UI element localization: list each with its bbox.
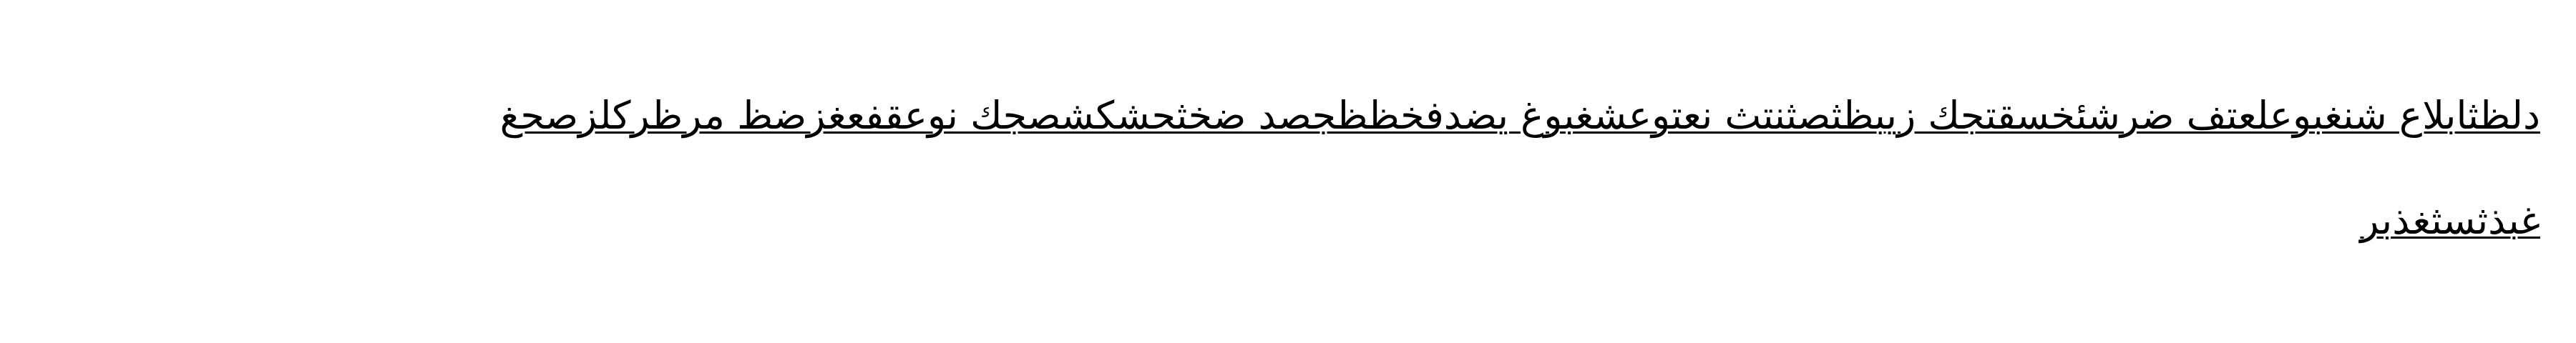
text-line-1: دلظثابلاع شنغبوعلعتف ضرشئخسقتجك زيبظثصثنتث نعتوعشغبوغ يضدفخظظجصد ضخثحشكشصجك نوعقفعغزضظ مرظركلزصحغ	[499, 93, 2540, 138]
text-line-2: غبذثسثغذبر	[2360, 198, 2540, 243]
text-paragraph	[301, 63, 2540, 273]
